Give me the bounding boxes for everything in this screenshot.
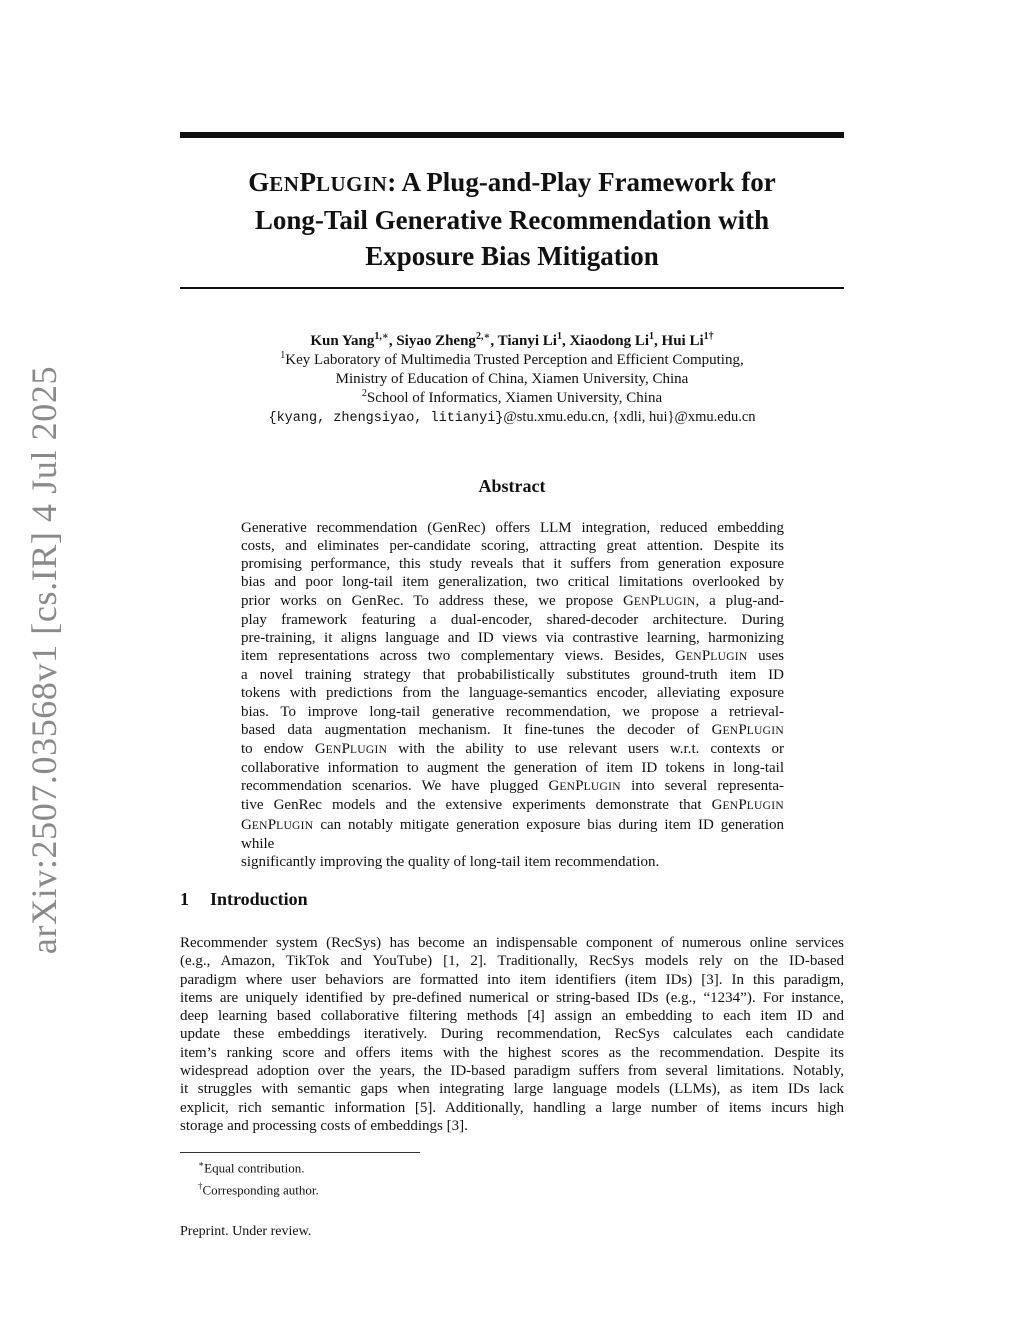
footnote-divider <box>180 1152 420 1153</box>
footnote: ∗Equal contribution. <box>198 1159 305 1176</box>
method-name: GENPLUGIN <box>548 778 621 795</box>
title-top-rule <box>180 132 844 138</box>
page-footer: Preprint. Under review. <box>180 1224 312 1239</box>
author-name: Siyao Zheng <box>396 333 476 349</box>
method-name: GENPLUGIN <box>623 592 696 609</box>
footnote: †Corresponding author. <box>198 1181 319 1198</box>
title-line-2: Long-Tail Generative Recommendation with <box>254 205 770 235</box>
author-block <box>180 332 844 428</box>
abstract-text: Generative recommendation (GenRec) offers LLM integration, reduced embedding costs, and eliminates per-candidate scoring, attracting great attention. Despite its promising performance, this study reveals that it suffers from generation exposure bias and poor long-tail item generalization, two critical limitations overlooked by prior works on GenRec. To address these, we propose GENPLUGIN, a plug-and- play framework featuring a dual-encoder, shared-decoder architecture. During pre-training, it aligns language and ID views via contrastive learning, harmonizing item representations across two complementary views. Besides, GENPLUGIN uses a novel training strategy that probabilistically substitutes ground-truth item ID tokens with predictions from the language-semantics encoder, alleviating exposure bias. To improve long-tail generative recommendation, we propose a retrieval- based data augmentation mechanism. It fine-tunes the decoder of GENPLUGIN to endow GENPLUGIN with the ability to use relevant users w.r.t. contexts or collaborative information to augment the generation of item ID tokens in long-tail recommendation scenarios. We have plugged GENPLUGIN into several representa- tive GenRec models and the extensive experiments demonstrate that GENPLUGIN GENPLUGIN can notably mitigate generation exposure bias during item ID generation while significantly improving the quality of long-tail item recommendation. <box>241 520 784 870</box>
method-name: GENPLUGIN <box>241 816 314 833</box>
author-name: Tianyi Li <box>497 333 557 349</box>
paper-title <box>180 164 844 274</box>
title-line-3: Exposure Bias Mitigation <box>365 241 659 271</box>
affiliation-1: $^1$Key Laboratory of Multimedia Trusted Perception and Efficient Computing, <box>280 350 744 368</box>
author-emails: {kyang, zhengsiyao, litianyi}@stu.xmu.edu.cn, {xdli, hui}@xmu.edu.cn <box>268 409 756 426</box>
footnotes <box>198 1155 319 1200</box>
affiliation-1-cont: Ministry of Education of China, Xiamen University, China <box>335 371 689 387</box>
introduction-paragraph: Recommender system (RecSys) has become an indispensable component of numerous online services (e.g., Amazon, TikTok and YouTube) [1, 2]. Traditionally, RecSys models rely on the ID-based paradigm where user behaviors are formatted into item identifiers (item IDs) [3]. In this paradigm, items are uniquely identified by pre-defined numerical or string-based IDs (e.g., “1234”). For instance, deep learning based collaborative filtering methods [4] assign an embedding to each item ID and update these embeddings iteratively. During recommendation, RecSys calculates each candidate item’s ranking score and offers items with the highest scores as the recommendation. Despite its widespread adoption over the years, the ID-based paradigm suffers from several limitations. Notably, it struggles with semantic gaps when integrating large language models (LLMs), as item IDs lack explicit, rich semantic information [5]. Additionally, handling a large number of items incurs high storage and processing costs of embeddings [3]. <box>180 935 844 1134</box>
method-name: GENPLUGIN <box>314 740 388 757</box>
arxiv-identifier-stamp: arXiv:2507.03568v1 [cs.IR] 4 Jul 2025 <box>24 365 64 955</box>
author-name: Hui Li <box>661 333 704 349</box>
author-list: Kun Yang$^{1,∗}$, Siyao Zheng$^{2,∗}$, Tianyi Li$^1$, Xiaodong Li$^1$, Hui $Li^{1\dagger}$ <box>310 331 714 349</box>
abstract-heading: Abstract <box>478 476 546 496</box>
author-name: Xiaodong Li <box>569 333 650 349</box>
method-name: GENPLUGIN <box>711 721 784 738</box>
method-name: GENPLUGIN <box>711 797 784 814</box>
affiliation-2: $^2$School of Informatics, Xiamen University, China <box>361 388 663 406</box>
section-heading-introduction: 1 Introduction <box>180 889 308 909</box>
title-line-1: GENPLUGIN: A Plug-and-Play Framework for <box>248 167 776 197</box>
title-bottom-rule <box>180 287 844 289</box>
author-name: Kun Yang <box>310 333 375 349</box>
method-name: GENPLUGIN <box>675 648 748 665</box>
